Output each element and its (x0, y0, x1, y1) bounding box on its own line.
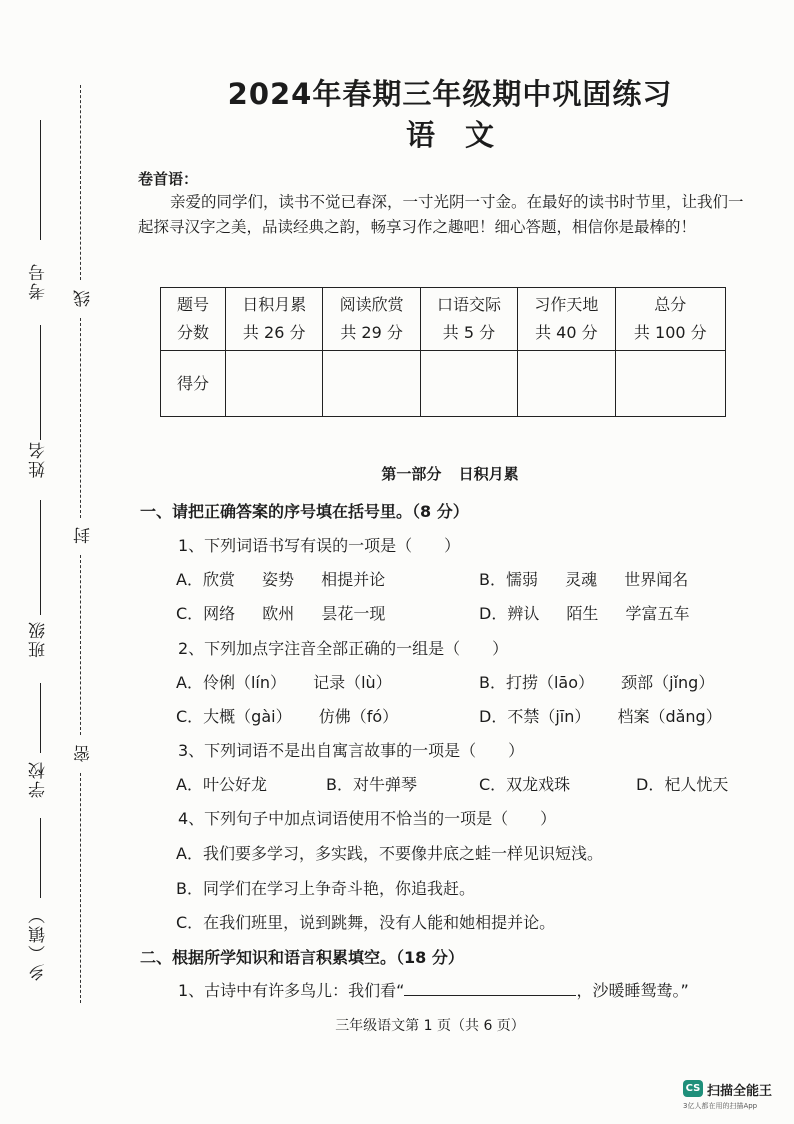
q1-3-option-b: B．对牛弹琴 (326, 775, 417, 794)
preface-text: 亲爱的同学们，读书不觉已春深，一寸光阴一寸金。在最好的读书时节里，让我们一起探寻汉字之美，品读经典之韵，畅享习作之趣吧！细心答题，相信你是最棒的！ (138, 193, 744, 236)
score-row-label: 得分 (161, 351, 226, 417)
option-word: 陌生 (566, 604, 599, 623)
camscanner-logo-icon: CS (683, 1080, 703, 1097)
score-cell[interactable] (420, 351, 517, 417)
score-cell[interactable] (226, 351, 323, 417)
option-word: 记录（lù） (313, 673, 392, 692)
column-name: 总分 (654, 295, 687, 314)
binding-solid-line (40, 818, 41, 898)
q1-3-option-c: C．双龙戏珠 (479, 775, 571, 794)
q1-2-stem: 2、下列加点字注音全部正确的一组是（ ） (178, 639, 509, 658)
column-name: 口语交际 (436, 295, 501, 314)
option-word: 仿佛（fó） (318, 707, 399, 726)
option-word: D．辨认 (479, 604, 540, 623)
score-table-column (323, 288, 420, 351)
q1-3-stem: 3、下列词语不是出自寓言故事的一项是（ ） (178, 741, 525, 760)
q1-4-option-b: B．同学们在学习上争奇斗艳，你追我赶。 (176, 879, 475, 898)
q1-1-option-c (176, 601, 407, 624)
exam-title: 2024年春期三年级期中巩固练习 (227, 77, 673, 111)
q1-heading: 一、请把正确答案的序号填在括号里。（8 分） (140, 502, 469, 521)
column-points: 共 29 分 (340, 323, 403, 342)
column-name: 习作天地 (534, 295, 599, 314)
column-points: 共 5 分 (442, 323, 496, 342)
camscanner-name: 扫描全能王 (707, 1084, 773, 1099)
binding-solid-line (40, 325, 41, 440)
page-footer: 三年级语文第 1 页（共 6 页） (335, 1018, 525, 1034)
seal-dashed-line (80, 555, 81, 735)
preface-label: 卷首语： (138, 170, 199, 188)
binding-field-school: 学校 (29, 760, 49, 798)
binding-solid-line (40, 683, 41, 753)
q1-1-option-a (176, 567, 407, 590)
q2-1-text-before: 1、古诗中有许多鸟儿：我们看“ (178, 981, 405, 1000)
score-cell[interactable] (518, 351, 615, 417)
seal-char-seal: 封 (74, 527, 94, 544)
option-word: 昙花一现 (321, 604, 386, 623)
option-word: 学富五车 (625, 604, 690, 623)
q1-4-option-c: C．在我们班里，说到跳舞，没有人能和她相提并论。 (176, 913, 556, 932)
binding-solid-line (40, 500, 41, 615)
option-word: A．伶俐（lín） (176, 673, 286, 692)
q1-1-option-b (479, 567, 710, 590)
q2-1-answer-blank[interactable] (404, 981, 576, 996)
column-name: 日积月累 (242, 295, 307, 314)
column-points: 共 40 分 (535, 323, 598, 342)
option-word: D．不禁（jīn） (479, 707, 591, 726)
seal-char-secret: 密 (74, 745, 94, 762)
binding-field-township: 乡（镇） (29, 905, 49, 981)
q1-2-option-c (176, 704, 420, 727)
score-table-header-top: 题号 (176, 295, 209, 314)
column-points: 共 100 分 (633, 323, 707, 342)
score-table-column (420, 288, 517, 351)
exam-subject: 语 文 (405, 118, 495, 152)
option-word: 欧州 (262, 604, 295, 623)
q2-heading: 二、根据所学知识和语言积累填空。（18 分） (140, 948, 464, 967)
option-word: 灵魂 (565, 570, 598, 589)
option-word: B．打捞（lāo） (479, 673, 595, 692)
q1-1-stem: 1、下列词语书写有误的一项是（ ） (178, 536, 461, 555)
q1-2-option-a (176, 670, 414, 693)
score-table-column (226, 288, 323, 351)
binding-field-exam-number: 考号 (29, 262, 49, 300)
score-cell[interactable] (615, 351, 725, 417)
q1-4-stem: 4、下列句子中加点词语使用不恰当的一项是（ ） (178, 809, 557, 828)
option-word: B．懦弱 (479, 570, 538, 589)
option-word: A．欣赏 (176, 570, 235, 589)
option-word: 姿势 (262, 570, 295, 589)
option-word: 颈部（jǐng） (621, 673, 715, 692)
option-word: C．网络 (176, 604, 236, 623)
seal-dashed-line (80, 318, 81, 518)
q2-1-text-after: ，沙暖睡鸳鸯。” (576, 981, 689, 1000)
binding-field-name: 姓名 (29, 440, 49, 478)
q1-1-option-d (479, 601, 712, 624)
q1-3-option-a: A．叶公好龙 (176, 775, 267, 794)
score-cell[interactable] (323, 351, 420, 417)
q2-1-fill (178, 978, 689, 1001)
option-word: 世界闻名 (624, 570, 689, 589)
column-points: 共 26 分 (242, 323, 306, 342)
score-table-header-bottom: 分数 (176, 323, 209, 342)
option-word: C．大概（gài） (176, 707, 292, 726)
seal-dashed-line (80, 773, 81, 1003)
seal-char-line: 线 (74, 290, 94, 307)
q1-2-option-b (479, 670, 736, 693)
score-table-row-header (161, 288, 226, 351)
score-table (160, 287, 726, 417)
option-word: 相提并论 (321, 570, 386, 589)
q1-4-option-a: A．我们要多学习，多实践，不要像井底之蛙一样见识短浅。 (176, 844, 603, 863)
camscanner-tagline: 3亿人都在用的扫描App (683, 1102, 758, 1110)
score-table-column (615, 288, 725, 351)
q1-3-option-d: D．杞人忧天 (636, 775, 729, 794)
column-name: 阅读欣赏 (339, 295, 404, 314)
q1-2-option-d (479, 704, 744, 727)
part1-title: 第一部分 日积月累 (381, 465, 519, 483)
score-table-column (518, 288, 615, 351)
binding-field-class: 班级 (29, 620, 49, 658)
option-word: 档案（dǎng） (617, 707, 722, 726)
